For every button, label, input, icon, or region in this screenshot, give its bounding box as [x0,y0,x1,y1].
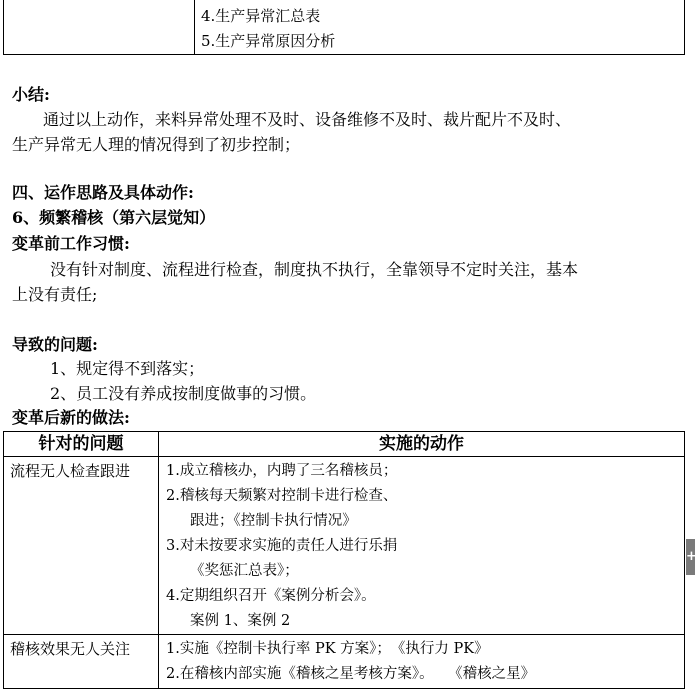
action-line: 4.定期组织召开《案例分析会》。 [166,588,376,604]
action-line: 案例 1、案例 2 [190,613,291,629]
before-text-line-1: 没有针对制度、流程进行检查，制度执不执行，全靠领导不定时关注，基本 [50,260,579,279]
action-line: 2.稽核每天频繁对控制卡进行检查、 [166,488,398,504]
action-line: 《奖惩汇总表》； [190,563,299,579]
table-divider [194,0,195,54]
problem-cell: 稽核效果无人关注 [4,635,159,689]
action-line: 2.在稽核内部实施《稽核之星考核方案》。 《稽核之星》 [166,666,536,682]
section-subheading: 6、频繁稽核（第六层觉知） [12,208,216,227]
table-row [4,635,685,689]
table-cell: 4.生产异常汇总表 [201,7,321,25]
table-header-row [4,432,685,457]
scroll-handle[interactable]: + [686,539,695,575]
action-line: 3.对未按要求实施的责任人进行乐捐 [166,538,398,554]
before-text-line-2: 上没有责任; [12,285,98,304]
action-line: 1.实施《控制卡执行率 PK 方案》； 《执行力 PK》 [166,641,489,657]
summary-text-line-1: 通过以上动作，来料异常处理不及时、设备维修不及时、裁片配片不及时、 [43,110,572,129]
actions-table [3,431,685,689]
header-actions: 实施的动作 [159,432,685,457]
header-problem: 针对的问题 [4,432,159,457]
actions-cell [159,635,685,689]
table-row [4,457,685,635]
section-heading: 四、运作思路及具体动作: [12,183,194,202]
summary-text-line-2: 生产异常无人理的情况得到了初步控制； [12,135,301,154]
after-heading: 变革后新的做法: [12,408,130,427]
action-line: 1.成立稽核办，内聘了三名稽核员； [166,463,398,479]
problem-item: 2、员工没有养成按制度做事的习惯。 [50,384,317,403]
problem-cell: 流程无人检查跟进 [4,457,159,635]
summary-heading: 小结: [12,85,50,104]
before-heading: 变革前工作习惯: [12,234,130,253]
problem-item: 1、规定得不到落实； [50,359,205,378]
table-cell: 5.生产异常原因分析 [201,32,336,50]
action-line: 跟进；《控制卡执行情况》 [190,513,357,529]
top-table-fragment [3,0,685,55]
actions-cell [159,457,685,635]
problems-heading: 导致的问题: [12,335,98,354]
